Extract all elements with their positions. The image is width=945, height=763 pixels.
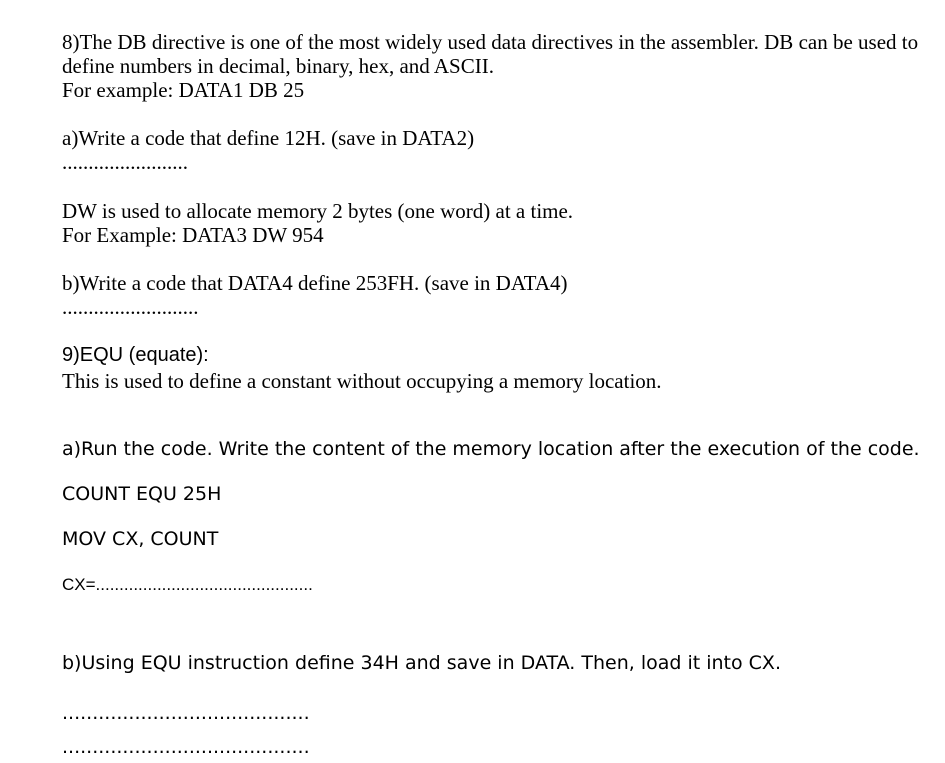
code-line-count-equ: COUNT EQU 25H (62, 483, 222, 505)
section9-heading: 9)EQU (equate): (62, 344, 209, 366)
dw-example: For Example: DATA3 DW 954 (62, 223, 324, 247)
section8-line2: define numbers in decimal, binary, hex, and ASCII. (62, 54, 494, 78)
question-8a: a)Write a code that define 12H. (save in DATA2) (62, 126, 475, 150)
equ-description: This is used to define a constant without occupying a memory location. (62, 369, 662, 393)
code-line-mov-cx: MOV CX, COUNT (62, 528, 219, 550)
cx-answer-blank: CX=.............................................. (62, 575, 313, 594)
question-8b: b)Write a code that DATA4 define 253FH. (save in DATA4) (62, 271, 568, 295)
answer-blank-8a: ........................ (62, 150, 188, 174)
section8-line1: 8)The DB directive is one of the most widely used data directives in the assembler. DB can be used to (62, 30, 919, 54)
answer-blank-9b-1: ......................................... (62, 702, 310, 724)
question-9a: a)Run the code. Write the content of the memory location after the execution of the code. (62, 438, 920, 460)
question-9b: b)Using EQU instruction define 34H and save in DATA. Then, load it into CX. (62, 652, 781, 674)
db-example: For example: DATA1 DB 25 (62, 78, 305, 102)
dw-description: DW is used to allocate memory 2 bytes (one word) at a time. (62, 199, 574, 223)
answer-blank-9b-2: ......................................... (62, 736, 310, 758)
answer-blank-8b: .......................... (62, 295, 199, 319)
